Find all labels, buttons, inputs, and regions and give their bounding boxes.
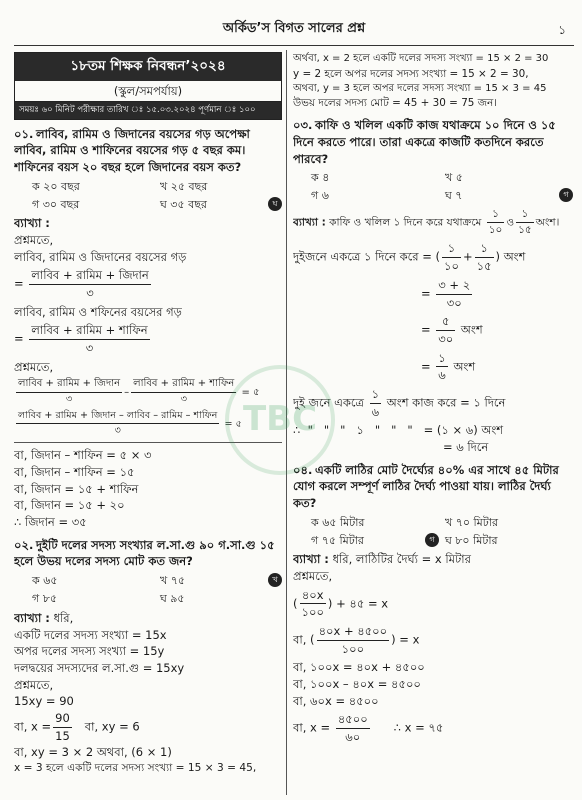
option: ক ৬৫ মিটার [311, 515, 365, 529]
running-title: অর্কিড’স বিগত সালের প্রশ্ন [222, 21, 366, 36]
question-4 [293, 462, 573, 512]
numerator: লাবিব + রামিম + জিদান [29, 267, 150, 285]
formula-text: দুইজনে একত্রে ১ দিনে করে = [293, 250, 432, 265]
exam-info: সময়ঃ ৬০ মিনিট পরীক্ষার তারিখ ঃ ১৫.০৩.২০২৪ পূর্ণমান ঃ ১০০ [15, 102, 281, 118]
explanation-line: বা, xy = 3 × 2 অথবা, (6 × 1) [14, 745, 172, 760]
explanation-line: বা, জিদান = ১৫ + ২০ [14, 498, 125, 513]
explanation-line: বা, জিদান = ১৫ + শাফিন [14, 481, 139, 496]
options-q4 [311, 515, 573, 549]
option-with-answer [311, 533, 439, 549]
option: ক ৬৫ [32, 574, 58, 587]
numerator: ১ [475, 240, 494, 258]
explanation-line: y = 2 হলে অপর দলের সদস্য সংখ্যা = 15 × 2 = 30, [293, 67, 529, 80]
question-3 [293, 117, 573, 167]
formula: বা, ( $\frac{৪০x + ৪৫০০}{১০০}$ ) = x [293, 624, 420, 656]
formula-text: বা, [293, 632, 307, 647]
option: খ ৭০ মিটার [445, 515, 499, 529]
formula: = $\frac{৫}{৩০}$ অংশ [421, 314, 483, 346]
explanation-line: প্রশ্নমতে, [14, 359, 54, 374]
option: গ ৮৫ [32, 591, 57, 605]
formula: দুইজনে একত্রে ১ দিনে করে = ( $\frac{১}{১০}$ + $\frac{১}{১৫}$ ) অংশ [293, 241, 526, 274]
denominator: ৬ [438, 368, 446, 383]
question-number: ০৩. [293, 118, 313, 133]
equals: = ৫ [241, 387, 260, 399]
question-number: ০২. [14, 537, 34, 552]
explanation-label: ব্যাখ্যা : [293, 216, 326, 229]
denominator: ৩০ [446, 295, 462, 310]
explanation-line: অপর দলের সদস্য সংখ্যা = 15y [14, 644, 165, 659]
options-q2 [32, 573, 282, 607]
denominator: ১৫ [476, 259, 492, 274]
numerator: ৪০x + ৪৫০০ [317, 623, 390, 641]
running-header [14, 18, 574, 46]
denominator: ৩ [114, 425, 121, 437]
formula: = $\frac{\text{লাবিব + রামিম + শাফিন}}{৩}$ [14, 323, 148, 356]
formula [293, 711, 573, 745]
denominator: ৩ [65, 393, 73, 405]
explanation-line: ∴ জিদান = ৩৫ [14, 514, 87, 529]
explanation-line: লাবিব, রামিম ও জিদানের বয়সের গড় [14, 249, 187, 264]
explanation-line: x = 3 হলে একটি দলের সদস্য সংখ্যা = 15 × 3 = 45, [14, 761, 257, 774]
explanation-line: অর্থবা, x = 2 হলে একটি দলের সদস্য সংখ্যা = 15 × 2 = 30 [293, 53, 549, 64]
explanation-text: ধরি, [53, 610, 74, 625]
explanation-line: প্রশ্নমতে, [14, 677, 54, 692]
denominator: ১০ [444, 259, 459, 274]
formula-text: বা, x = [14, 719, 52, 734]
explanation-text: ধরি, লাঠিটির দৈর্ঘ্য = x মিটার [332, 552, 471, 567]
option: গ ৩০ বছর [32, 197, 80, 211]
numerator: লাবিব + রামিম + শাফিন [131, 377, 236, 393]
formula-text: বা, xy = 6 [84, 719, 140, 734]
page-number: ১ [558, 23, 566, 37]
question-number: ০৪. [293, 462, 313, 477]
numerator: লাবিব + রামিম + জিদান – লাবিব – রামিম – শাফিন [16, 409, 219, 424]
numerator: ১ [370, 386, 381, 404]
numerator: ৩ + ২ [436, 277, 472, 295]
numerator: ৫ [436, 313, 455, 331]
formula-text: = x [399, 632, 420, 647]
explanation-line: লাবিব, রামিম ও শফিনের বয়সের গড় [14, 304, 182, 319]
denominator: ১০ [488, 224, 503, 237]
formula-text: + ৪৫ = x [336, 596, 389, 611]
answer-mark: খ [268, 573, 282, 587]
explanation-label: ব্যাখ্যা : [293, 552, 329, 567]
denominator: ৩০ [438, 331, 454, 346]
numerator: ১ [516, 207, 534, 223]
formula-text: বা, x = [293, 721, 331, 736]
explanation-line: = ৬ দিনে [443, 439, 489, 454]
explanation-line: 15xy = 90 [14, 694, 74, 709]
formula-text: অংশ [453, 359, 476, 374]
numerator: ১ [487, 207, 505, 223]
explanation-line: একটি দলের সদস্য সংখ্যা = 15x [14, 627, 167, 642]
explanation-line: বা, জিদান – শাফিন = ৫ × ৩ [14, 448, 152, 463]
exam-subtitle: (স্কুল/সমপর্যায়) [15, 81, 281, 103]
formula: ( $\frac{৪০x}{১০০}$ ) + ৪৫ = x [293, 587, 389, 620]
options-q1 [32, 179, 282, 213]
formula: = $\frac{১}{৬}$ অংশ [421, 350, 476, 383]
explanation-line: বা, ৬০x = ৪৫০০ [293, 693, 379, 708]
option: ঘ ৯৫ [160, 591, 185, 605]
answer-mark: ঘ [268, 197, 282, 211]
denominator: ৬০ [345, 730, 361, 745]
option: ঘ ৩৫ বছর [160, 197, 207, 211]
explanation-line: বা, জিদান – শাফিন = ১৫ [14, 464, 135, 479]
option: ক ২০ বছর [32, 179, 80, 193]
right-column [293, 52, 573, 796]
numerator: ৪৫০০ [336, 711, 370, 729]
option-with-answer [160, 573, 282, 589]
formula-text: ∴ x = ৭৫ [393, 721, 444, 736]
formula-text: অংশ। [535, 216, 560, 229]
numerator: ৪০x [300, 587, 326, 605]
option-with-answer [445, 188, 573, 204]
denominator: ৩ [180, 393, 187, 405]
numerator: লাবিব + রামিম + শাফিন [29, 322, 149, 340]
explanation-line: বা, ১০০x = ৪০x + ৪৫০০ [293, 660, 425, 675]
denominator: ৩ [86, 286, 94, 301]
explanation-label: ব্যাখ্যা : [14, 216, 50, 231]
denominator: ৬ [371, 404, 380, 419]
formula: = $\frac{\text{লাবিব + রামিম + জিদান}}{৩}$ [14, 268, 149, 301]
denominator: ১০০ [301, 605, 324, 620]
option: গ ৭৫ মিটার [311, 533, 364, 547]
minus-sign: – [124, 387, 130, 399]
formula-text: দুই জনে একত্রে [293, 395, 364, 410]
denominator: ১৫ [518, 224, 532, 237]
explanation-line: অথবা, y = 3 হলে অপর দলের সদস্য সংখ্যা = 15 × 3 = 45 [293, 82, 547, 94]
option: ঘ ৮০ মিটার [445, 533, 498, 547]
option: গ ৬ [311, 189, 329, 203]
explanation-line: ∴ " " " ১ " " " = (১ × ৬) অংশ [293, 423, 504, 438]
question-text: কাফি ও খলিল একটি কাজ যথাক্রমে ১০ দিনে ও ১৫ দিনে করতে পারে। তারা একত্রে কাজটি কতদিনে করতে পারবে? [293, 118, 556, 166]
denominator: ১০০ [341, 641, 365, 656]
formula [293, 207, 573, 238]
exam-title: ১৮তম শিক্ষক নিবন্ধন’২০২৪ [15, 53, 281, 81]
question-text: একটি লাঠির মোট দৈর্ঘ্যের ৪০% এর সাথে ৪৫ মিটার যোগ করলে সম্পূর্ণ লাঠির দৈর্ঘ্য পাওয়া যায়। লাঠির দৈর্ঘ্য কত? [293, 462, 559, 510]
option: খ ২৫ বছর [160, 179, 208, 193]
numerator: 90 [53, 710, 72, 728]
answer-mark: গ [559, 188, 573, 202]
explanation-label: ব্যাখ্যা : [14, 610, 50, 625]
question-1 [14, 126, 282, 176]
numerator: ১ [442, 240, 461, 258]
option: ঘ ৭ [445, 189, 463, 203]
question-2 [14, 537, 282, 570]
denominator: ৩ [85, 341, 94, 356]
formula [14, 710, 282, 744]
question-text: লাবিব, রামিম ও জিদানের বয়সের গড় অপেক্ষা লাবিব, রামিম ও শাফিনের বয়সের গড় ৫ বছর কম। শাফিনের বয়স ২০ বছর হলে জিদানের বয়স কত? [14, 126, 250, 174]
formula-text: ও [506, 216, 515, 229]
formula-text: অংশ [460, 322, 483, 337]
options-q3 [311, 170, 573, 204]
option-with-answer [160, 197, 282, 213]
option: খ ৭৫ [160, 574, 186, 587]
formula: = $\frac{৩ + ২}{৩০}$ [421, 277, 471, 310]
formula-text: + [462, 250, 473, 265]
question-number: ০১. [14, 126, 34, 141]
numerator: ১ [436, 350, 447, 368]
explanation-line: দলদ্বয়ের সদস্যদের ল.সা.গু = 15xy [14, 660, 185, 675]
watermark-logo: TBC [225, 365, 335, 475]
option: খ ৫ [445, 171, 463, 185]
option: ক ৪ [311, 171, 330, 185]
explanation-line: প্রশ্নমতে, [293, 569, 333, 584]
denominator: 15 [55, 728, 70, 743]
equals: = ৫ [224, 418, 242, 430]
explanation-text: কাফি ও খলিল ১ দিনে করে যথাক্রমে [329, 216, 482, 229]
explanation-line: বা, ১০০x – ৪০x = ৪৫০০ [293, 677, 421, 692]
formula-text: অংশ কাজ করে = ১ দিনে [386, 395, 506, 410]
formula-text: অংশ [503, 250, 526, 265]
question-text: দুইটি দলের সদস্য সংখ্যার ল.সা.গু ৯০ গ.সা.গু ১৫ হলে উভয় দলের সদস্য মোট কত জন? [14, 537, 275, 569]
exam-header-box [14, 52, 282, 120]
answer-mark: গ [425, 533, 439, 547]
formula [293, 386, 573, 420]
numerator: লাবিব + রামিম + জিদান [16, 377, 122, 393]
explanation-line: উভয় দলের সদস্য মোট = 45 + 30 = 75 জন। [293, 97, 497, 110]
explanation-line: প্রশ্নমতে, [14, 233, 54, 248]
